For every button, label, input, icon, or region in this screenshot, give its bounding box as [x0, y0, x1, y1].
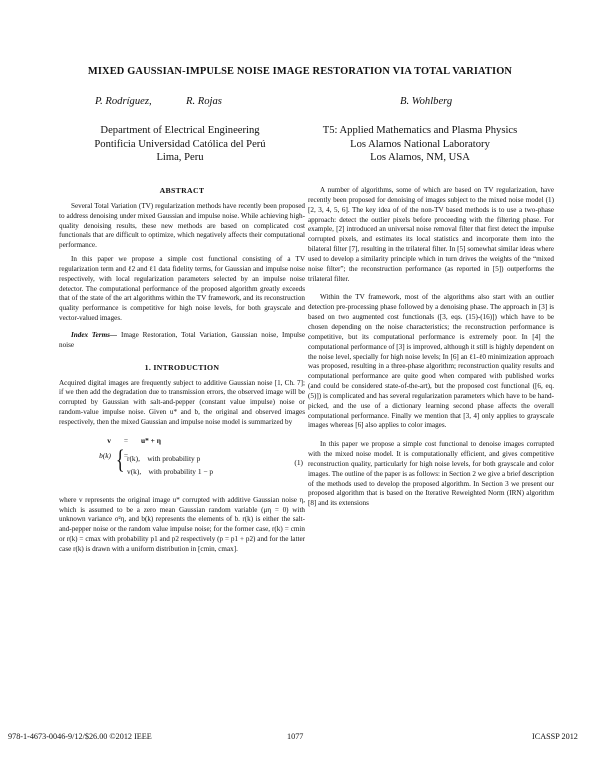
abstract-heading: ABSTRACT [159, 186, 205, 195]
body-paragraph: Within the TV framework, most of the algorithms also start with an outlier detection pre-processing phase followed by a denoising phase. The approach in [3] is based on two augmented cost functionals ([3, eqs. (15)-(16)]) which have to be chosen depending on the noise characteristics; the reconstruction performance is competitive, but its computational performance is extremely poor. In [4] the computational performance of [3] is improved, although it still is highly dependent on the noise level, specially for high noise levels; In [6] an ℓ1-ℓ0 minimization approach was proposed, resulting in a three-phase algorithm; reconstruction quality results and computational performance are quite good when compared with published works (and could be considered state-of-the-art), but the proposed cost functional ([6, eq. (5)]) is complicated and has several regularization parameters which have to be hand-picked, and the use of a dictionary learning second phase affects the overall computational performance. Finally we mention that [3, 4] only applies to grayscale images whereas [6] also applies to color images. [308, 293, 554, 430]
affiliation-line: Pontificia Universidad Católica del Perú [94, 138, 266, 150]
intro-heading: 1. INTRODUCTION [144, 362, 220, 372]
body-paragraph: A number of algorithms, some of which are based on TV regularization, have recently been proposed for denoising of images subject to the mixed noise model (1) [2, 3, 4, 5, 6]. The key idea of of the non-TV based methods is to use a two-phase approach: detect the outlier pixels before proceeding with the filtering phase. For example, [2] introduced an universal noise removal filter that first detect the impulse corrupted pixels, and estimates its local statistics and incorporate them into the bilateral filter [7], resulting in the trilateral filter. In [5] somewhat similar ideas where used to develop a similarity principle which in turn drives the weights of the “mixed noise filter”; the reconstruction performance (as reported in [5]) outperforms the trilateral filter. [308, 186, 554, 283]
intro-paragraph: where v represents the original image u* corrupted with additive Gaussian noise η, which is assumed to be a zero mean Gaussian random variable (μη = 0) with unknown variance σ²η, and b(k) represents the elements of b. r(k) is either the salt-and-pepper noise or the random value impulse noise; for the former case, r(k) = cmin or r(k) = cmax with probability p1 and p2 respectively (p = p1 + p2) and for the latter case r(k) is drawn with a uniform distribution in [cmin, cmax]. [59, 495, 305, 553]
equation-equals: = [123, 435, 129, 445]
index-terms-text: Image Restoration, Total Variation, Gaussian noise, Impulse noise [59, 330, 305, 349]
footer-isbn: 978-1-4673-0046-9/12/$26.00 ©2012 IEEE [8, 732, 152, 741]
equation-line-1 [93, 436, 161, 446]
paper-title: MIXED GAUSSIAN-IMPULSE NOISE IMAGE RESTORATION VIA TOTAL VARIATION [87, 66, 513, 77]
author-rodriguez: P. Rodríguez, [95, 96, 152, 107]
cases-brace: { [115, 444, 125, 474]
affiliation-right [300, 124, 540, 165]
affiliation-line: Lima, Peru [156, 152, 204, 163]
equation-case: v(k), with probability 1 − p [127, 466, 214, 476]
affiliation-line: Los Alamos National Laboratory [350, 138, 490, 150]
right-column [308, 186, 554, 509]
equation-lhs: b(k) [99, 450, 111, 460]
equation-equals: = [123, 450, 129, 460]
abstract-paragraph: In this paper we propose a simple cost functional consisting of a TV regularization term and ℓ2 and ℓ1 data fidelity terms, for Gaussian and impulse noise respectively, with local regularization parameters selected by an impulse noise detector. The computational performance of the proposed algorithm greatly exceeds that of the state of the art algorithms within the TV framework, and its reconstruction quality performance is competitive for high noise levels, for both grayscale and vector-valued images. [59, 255, 305, 323]
abstract-paragraph: Several Total Variation (TV) regularization methods have recently been proposed to address denoising under mixed Gaussian and impulse noise. While achieving high-quality denoising results, these new methods are based on complicated cost functionals that are difficult to optimize, which negatively affects their computational performance. [59, 201, 305, 250]
equation-number: (1) [294, 457, 303, 467]
equation-rhs: u* + η [141, 435, 161, 445]
affiliation-line: T5: Applied Mathematics and Plasma Physics [322, 125, 518, 136]
equation-cases [127, 452, 213, 478]
equation-1 [59, 436, 305, 488]
author-rojas: R. Rojas [186, 96, 222, 107]
footer-conference: ICASSP 2012 [532, 732, 578, 741]
affiliation-line: Los Alamos, NM, USA [370, 152, 470, 163]
index-terms-label: Index Terms— [71, 330, 118, 339]
body-paragraph: In this paper we propose a simple cost functional to denoise images corrupted with the mixed noise model. It is computationally efficient, and gives competitive reconstruction quality, particularly for high noise levels, for both grayscale and color images. The outline of the paper is as follows: in Section 2 we give a brief description of the methods used to develop the proposed algorithm. In Section 3 we present our proposed algorithm that is based on the Iterative Reweighted Norm (IRN) algorithm [8] and its extensions [308, 440, 554, 508]
page-number: 1077 [287, 732, 304, 741]
index-terms [59, 331, 305, 351]
affiliation-left [60, 124, 300, 165]
equation-case: r(k), with probability p [127, 453, 201, 463]
author-wohlberg: B. Wohlberg [400, 96, 453, 107]
equation-lhs: v [107, 435, 111, 445]
left-column [59, 186, 305, 555]
intro-paragraph: Acquired digital images are frequently subject to additive Gaussian noise [1, Ch. 7]; if we then add the degradation due to transmission errors, the observed image will be corrupted by Gaussian with salt-and-pepper (constant value impulse) noise or random-value impulse noise. Given u* and b, the original and observed images respectively, then the mixed Gaussian and impulse noise model is summarized by [59, 378, 305, 426]
affiliation-line: Department of Electrical Engineering [100, 125, 260, 136]
